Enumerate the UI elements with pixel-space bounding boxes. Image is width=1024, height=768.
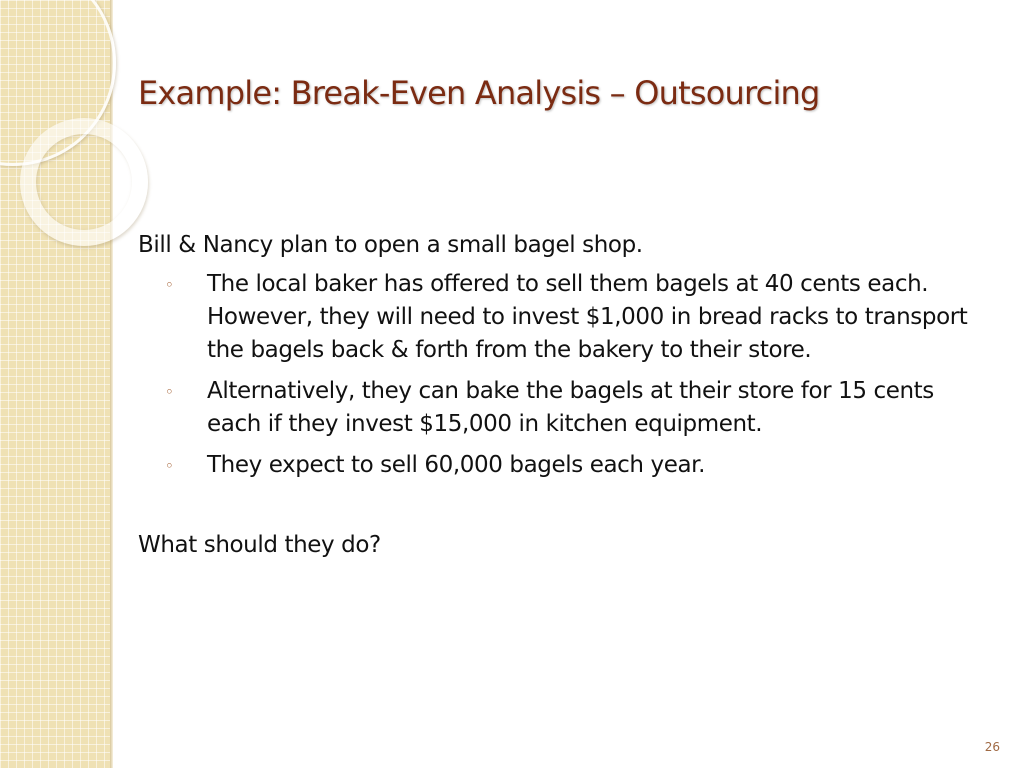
bullet-item (138, 375, 968, 441)
intro-text: Bill & Nancy plan to open a small bagel shop. (138, 232, 643, 258)
bullet-item (138, 268, 968, 367)
bullet-marker-icon: ◦ (165, 457, 174, 475)
bullet-marker-icon: ◦ (165, 383, 174, 401)
question-text: What should they do? (138, 532, 381, 558)
bullet-text: They expect to sell 60,000 bagels each year. (207, 452, 706, 478)
bullet-item (138, 449, 968, 482)
side-band-edge (110, 0, 113, 768)
slide-title: Example: Break-Even Analysis – Outsourcing (138, 74, 820, 112)
slide-body (138, 228, 968, 562)
bullet-text: Alternatively, they can bake the bagels at their store for 15 cents each if they invest $15,000 in kitchen equipment. (207, 378, 934, 437)
bullet-list (138, 268, 968, 482)
bullet-marker-icon: ◦ (165, 276, 174, 294)
page-number: 26 (984, 740, 1000, 754)
decorative-ring-small (20, 118, 148, 246)
bullet-text: The local baker has offered to sell them bagels at 40 cents each. However, they will need to invest $1,000 in bread racks to transport the bagels back & forth from the bakery to their store. (207, 271, 968, 363)
